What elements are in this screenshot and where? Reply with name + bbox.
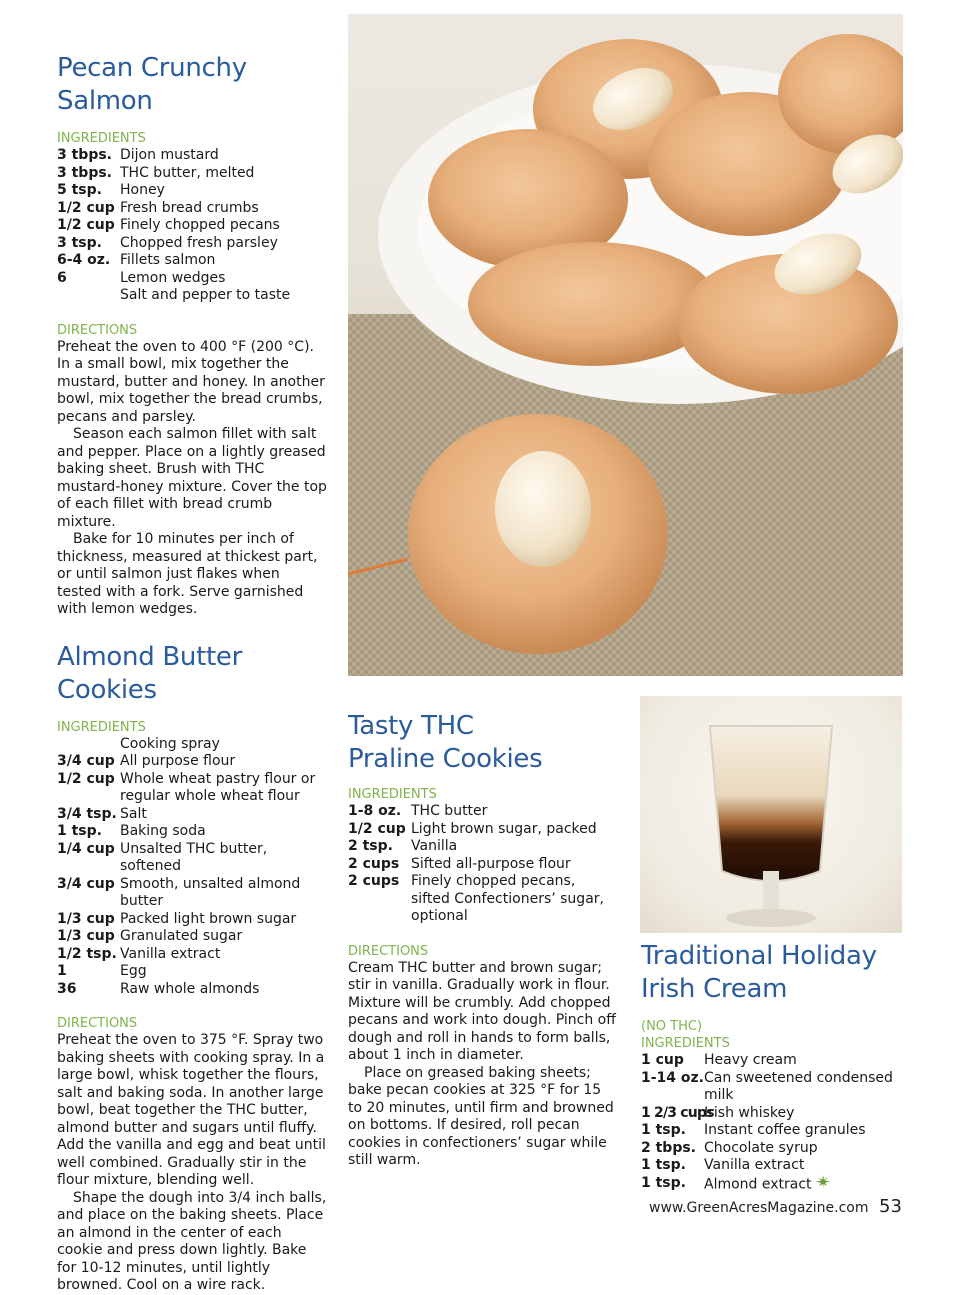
ingredients-label: INGREDIENTS (348, 787, 437, 802)
ingredient-name: Vanilla extract (704, 1157, 805, 1173)
ingredient-name: Baking soda (120, 823, 206, 839)
direction-paragraph: Place on greased baking sheets; bake pecan cookies at 325 °F for 15 to 20 minutes, until firm and browned on bottoms. If desired, roll pecan cookies in confectioners’ sugar while still warm. (348, 1064, 614, 1168)
ingredient-name: Instant coffee granules (704, 1122, 866, 1138)
ingredient-row (348, 803, 618, 821)
ingredient-qty: 5 tsp. (57, 182, 102, 198)
ingredient-qty: 1/3 cup (57, 928, 115, 944)
ingredient-qty: 6 (57, 269, 67, 286)
ingredient-qty: 2 cups (348, 873, 400, 889)
ingredients-label: INGREDIENTS (641, 1036, 730, 1051)
irish-cream-photo (640, 696, 902, 933)
directions-label: DIRECTIONS (57, 1016, 138, 1031)
ingredient-name: Salt (120, 805, 147, 822)
ingredient-name: Irish whiskey (704, 1104, 795, 1121)
ingredient-row (57, 981, 327, 999)
ingredient-list (57, 736, 327, 999)
ingredient-qty: 3 tbps. (57, 147, 113, 163)
ingredient-row (57, 806, 327, 824)
ingredient-name: Honey (120, 182, 165, 198)
ingredient-name-text: Almond extract (704, 1175, 812, 1192)
ingredient-row (57, 147, 327, 165)
ingredient-row (57, 963, 327, 981)
ingredient-name: THC butter (411, 803, 488, 819)
ingredient-row (57, 928, 327, 946)
ingredient-name: Whole wheat pastry flour or regular whole wheat flour (120, 770, 316, 804)
ingredient-qty: 1/2 cup (57, 217, 115, 233)
ingredient-name: Fillets salmon (120, 252, 216, 268)
recipe-title: Pecan Crunchy Salmon (57, 53, 247, 116)
directions-text (57, 339, 327, 619)
title-line: Praline Cookies (348, 744, 543, 774)
no-thc-label: (NO THC) (641, 1019, 703, 1034)
ingredient-row (57, 217, 327, 235)
direction-paragraph: Season each salmon fillet with salt and pepper. Place on a lightly greased baking sheet. Brush with THC mustard-honey mixture. Cover the top of each fillet with bread crumb mixture. (57, 426, 327, 530)
ingredient-list (641, 1052, 911, 1193)
directions-label: DIRECTIONS (348, 943, 429, 959)
ingredient-qty: 3 tsp. (57, 234, 102, 251)
ingredient-qty: 6-4 oz. (57, 252, 111, 268)
ingredient-row (57, 252, 327, 270)
ingredient-row (57, 771, 327, 806)
ingredient-row (57, 753, 327, 771)
ingredient-name: Egg (120, 963, 147, 979)
direction-paragraph: Cream THC butter and brown sugar; stir in vanilla. Gradually work in flour. Mixture will be crumbly. Add chopped pecans and work into dough. Pinch off dough and roll in hands to form balls, about 1 inch in diameter. (348, 959, 616, 1063)
ingredient-row (57, 823, 327, 841)
ingredient-row (641, 1052, 911, 1070)
ingredient-name: All purpose flour (120, 753, 236, 769)
ingredient-name: Chocolate syrup (704, 1139, 818, 1156)
ingredient-qty: 1 2/3 cups (641, 1104, 714, 1121)
ingredient-row (57, 736, 327, 754)
ingredient-name: Granulated sugar (120, 928, 243, 944)
cookies-illustration (348, 14, 903, 676)
ingredient-qty: 1-14 oz. (641, 1069, 704, 1086)
ingredient-qty: 1/2 cup (57, 770, 115, 787)
ingredient-name: Vanilla extract (120, 945, 221, 962)
ingredient-row (641, 1140, 911, 1158)
ingredient-qty: 1/2 cup (57, 199, 115, 216)
ingredient-row (348, 821, 618, 839)
ingredient-list (57, 147, 327, 305)
cookies-photo (348, 14, 903, 676)
ingredient-qty: 1 (57, 963, 67, 979)
ingredient-name: THC butter, melted (120, 164, 255, 181)
ingredient-row (57, 200, 327, 218)
recipe-title: Almond Butter Cookies (57, 641, 242, 705)
ingredient-qty: 36 (57, 980, 77, 997)
ingredient-qty: 1 cup (641, 1052, 684, 1068)
ingredient-name: Lemon wedges (120, 269, 226, 286)
directions-text (348, 960, 618, 1170)
ingredient-qty: 1 tsp. (57, 823, 102, 839)
ingredient-name: Unsalted THC butter, softened (120, 840, 268, 874)
ingredient-name: Finely chopped pecans (120, 217, 280, 233)
ingredient-name: Vanilla (411, 838, 458, 854)
ingredient-row (57, 911, 327, 929)
ingredient-row (641, 1105, 911, 1123)
ingredient-name: Dijon mustard (120, 147, 219, 163)
ingredient-row (57, 270, 327, 288)
ingredient-qty: 3/4 tsp. (57, 805, 117, 822)
right-column (641, 940, 911, 1193)
ingredient-qty: 2 cups (348, 855, 400, 872)
ingredient-qty: 1/4 cup (57, 840, 115, 857)
ingredient-qty: 1 tsp. (641, 1122, 686, 1138)
ingredient-name: Packed light brown sugar (120, 910, 297, 927)
ingredient-qty: 1 tsp. (641, 1174, 686, 1191)
ingredient-name: Light brown sugar, packed (411, 820, 597, 837)
left-column (57, 52, 327, 1295)
ingredient-row (641, 1157, 911, 1175)
ingredient-row (57, 876, 327, 911)
ingredient-qty: 1/2 tsp. (57, 945, 117, 962)
ingredient-qty: 2 tsp. (348, 838, 393, 854)
directions-label: DIRECTIONS (57, 322, 138, 338)
ingredient-name: Finely chopped pecans, sifted Confectioners’ sugar, optional (411, 873, 604, 924)
ingredient-row (57, 946, 327, 964)
ingredients-label: INGREDIENTS (57, 131, 146, 146)
directions-text (57, 1032, 327, 1295)
ingredient-name: Smooth, unsalted almond butter (120, 875, 301, 909)
ingredient-name: Raw whole almonds (120, 980, 260, 997)
title-line: Tasty THC (348, 711, 474, 741)
ingredient-row (57, 235, 327, 253)
ingredients-label: INGREDIENTS (57, 719, 146, 735)
footer-url[interactable]: www.GreenAcresMagazine.com (649, 1200, 869, 1216)
ingredient-qty: 2 tbps. (641, 1139, 697, 1156)
title-line: Traditional Holiday (641, 941, 877, 971)
ingredient-qty (57, 736, 120, 754)
ingredient-list (348, 803, 618, 926)
cannabis-leaf-icon (816, 1175, 830, 1194)
direction-paragraph: Shape the dough into 3/4 inch balls, and place on the baking sheets. Place an almond in the center of each cookie and press down lightly. Bake for 10-12 minutes, until lightly browned. Cool on a wire rack. (57, 1189, 327, 1293)
ingredient-name: Cooking spray (120, 735, 220, 752)
ingredient-qty: 3/4 cup (57, 753, 115, 769)
ingredient-qty: 3/4 cup (57, 875, 115, 892)
ingredient-qty: 1/2 cup (348, 820, 406, 837)
ingredient-row (348, 873, 618, 926)
ingredient-qty: 1 tsp. (641, 1157, 686, 1173)
ingredient-row (641, 1122, 911, 1140)
middle-column (348, 710, 618, 1170)
ingredient-row (57, 182, 327, 200)
ingredient-name: Can sweetened condensed milk (704, 1069, 893, 1103)
ingredient-row (348, 856, 618, 874)
direction-paragraph: Bake for 10 minutes per inch of thickness, measured at thickest part, or until salmon just flakes when tested with a fork. Serve garnished with lemon wedges. (57, 531, 318, 617)
drink-illustration (640, 696, 902, 933)
ingredient-name (704, 1175, 911, 1194)
ingredient-row (641, 1070, 911, 1105)
ingredient-row (641, 1175, 911, 1194)
title-line: Irish Cream (641, 974, 788, 1004)
ingredient-name: Salt and pepper to taste (120, 287, 291, 303)
ingredient-row (348, 838, 618, 856)
recipe-title (348, 710, 618, 776)
page-number: 53 (879, 1196, 902, 1217)
ingredient-name: Chopped fresh parsley (120, 234, 278, 251)
ingredient-name: Fresh bread crumbs (120, 199, 259, 216)
ingredient-row (57, 841, 327, 876)
recipe-title (641, 940, 911, 1006)
ingredient-name: Heavy cream (704, 1052, 797, 1068)
ingredient-row (57, 287, 327, 305)
ingredient-qty: 3 tbps. (57, 164, 113, 181)
ingredient-row (57, 165, 327, 183)
ingredient-qty (57, 287, 120, 305)
direction-paragraph: Preheat the oven to 400 °F (200 °C). In a small bowl, mix together the mustard, butter and honey. In another bowl, mix together the bread crumbs, pecans and parsley. (57, 338, 325, 425)
ingredient-qty: 1-8 oz. (348, 803, 402, 819)
direction-paragraph: Preheat the oven to 375 °F. Spray two baking sheets with cooking spray. In a large bowl, whisk together the flours, salt and baking soda. In another large bowl, beat together the THC butter, almond butter and sugars until fluffy. Add the vanilla and egg and beat until well combined. Gradually stir in the flour mixture, blending well. (57, 1032, 326, 1188)
ingredient-qty: 1/3 cup (57, 910, 115, 927)
ingredient-name: Sifted all-purpose flour (411, 855, 571, 872)
